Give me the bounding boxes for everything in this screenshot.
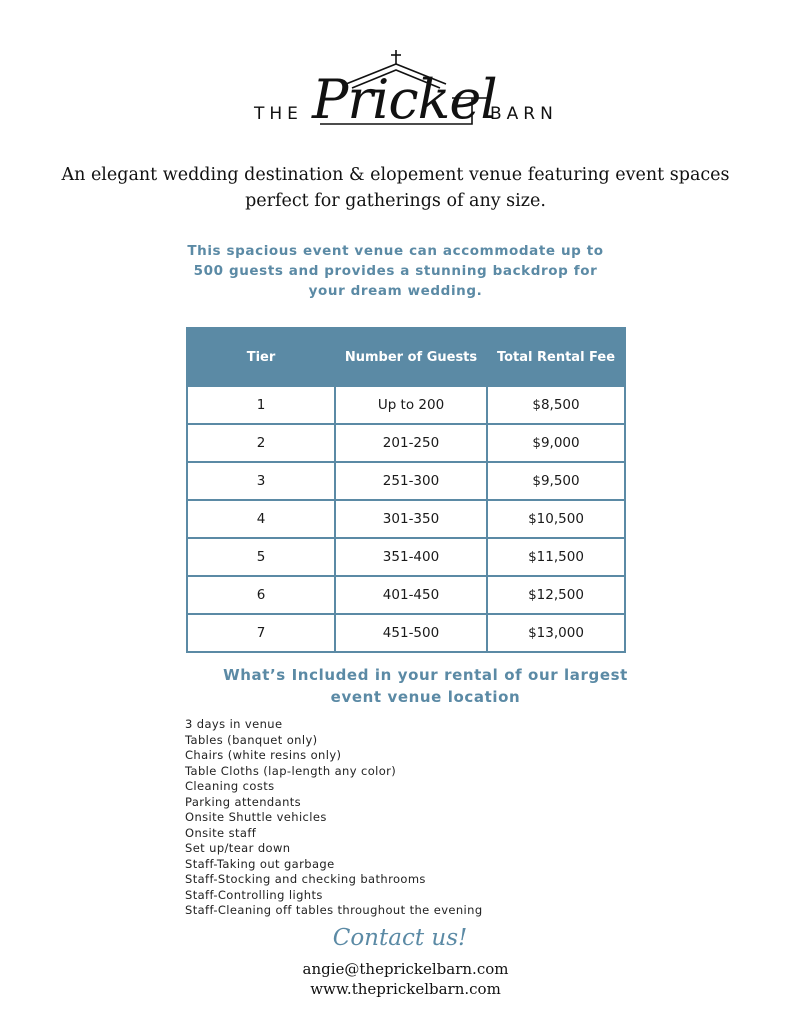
table-row	[187, 424, 625, 462]
table-row	[187, 576, 625, 614]
tier-cell: 6	[187, 576, 335, 614]
tier-cell: 2	[187, 424, 335, 462]
list-item: Onsite staff	[185, 825, 257, 840]
contact-heading: Contact us!	[332, 925, 468, 951]
fee-cell: $9,500	[487, 462, 625, 500]
list-item: 3 days in venue	[185, 717, 283, 731]
tier-cell: 7	[187, 614, 335, 652]
tier-cell: 1	[187, 386, 335, 424]
list-item: Onsite Shuttle vehicles	[185, 810, 327, 824]
tier-cell: 4	[187, 500, 335, 538]
fee-cell: $10,500	[487, 500, 625, 538]
included-heading: What’s Included in your rental of our largest event venue location	[223, 666, 628, 706]
list-item: Staff-Stocking and checking bathrooms	[185, 872, 426, 886]
venue-intro: This spacious event venue can accommodate up to 500 guests and provides a stunning backdrop for your dream wedding.	[187, 243, 604, 299]
guests-cell: 451-500	[335, 614, 487, 652]
logo-barn-text: BARN	[490, 104, 558, 124]
list-item: Staff-Taking out garbage	[185, 856, 335, 871]
table-row	[187, 538, 625, 576]
included-list	[185, 717, 483, 919]
list-item: Tables (banquet only)	[185, 732, 318, 747]
fee-cell: $11,500	[487, 538, 625, 576]
tier-cell: 5	[187, 538, 335, 576]
logo-the-text: THE	[254, 104, 303, 124]
list-item: Chairs (white resins only)	[185, 748, 342, 762]
guests-cell: 201-250	[335, 424, 487, 462]
list-item: Staff-Cleaning off tables throughout the evening	[185, 903, 483, 917]
table-row	[187, 500, 625, 538]
pricing-table	[186, 327, 626, 653]
list-item: Cleaning costs	[185, 779, 275, 793]
guests-cell: Up to 200	[335, 386, 487, 424]
list-item: Staff-Controlling lights	[185, 887, 323, 902]
header-tier: Tier	[187, 328, 335, 386]
fee-cell: $9,000	[487, 424, 625, 462]
venue-logo	[250, 46, 570, 146]
fee-cell: $8,500	[487, 386, 625, 424]
table-row	[187, 462, 625, 500]
fee-cell: $13,000	[487, 614, 625, 652]
guests-cell: 251-300	[335, 462, 487, 500]
contact-website-link[interactable]: www.theprickelbarn.com	[310, 980, 501, 998]
list-item: Parking attendants	[185, 794, 302, 809]
table-row	[187, 614, 625, 652]
fee-cell: $12,500	[487, 576, 625, 614]
list-item: Set up/tear down	[185, 841, 291, 855]
header-guests: Number of Guests	[335, 328, 487, 386]
guests-cell: 401-450	[335, 576, 487, 614]
guests-cell: 301-350	[335, 500, 487, 538]
logo-script-text: Prickel	[312, 68, 497, 131]
contact-email-link[interactable]: angie@theprickelbarn.com	[302, 960, 509, 978]
header-fee: Total Rental Fee	[487, 328, 625, 386]
tier-cell: 3	[187, 462, 335, 500]
venue-tagline: An elegant wedding destination & elopement venue featuring event spaces perfect for gatherings of any size.	[61, 165, 730, 211]
pricing-header-row	[187, 328, 625, 386]
guests-cell: 351-400	[335, 538, 487, 576]
list-item: Table Cloths (lap-length any color)	[185, 763, 397, 778]
table-row	[187, 386, 625, 424]
